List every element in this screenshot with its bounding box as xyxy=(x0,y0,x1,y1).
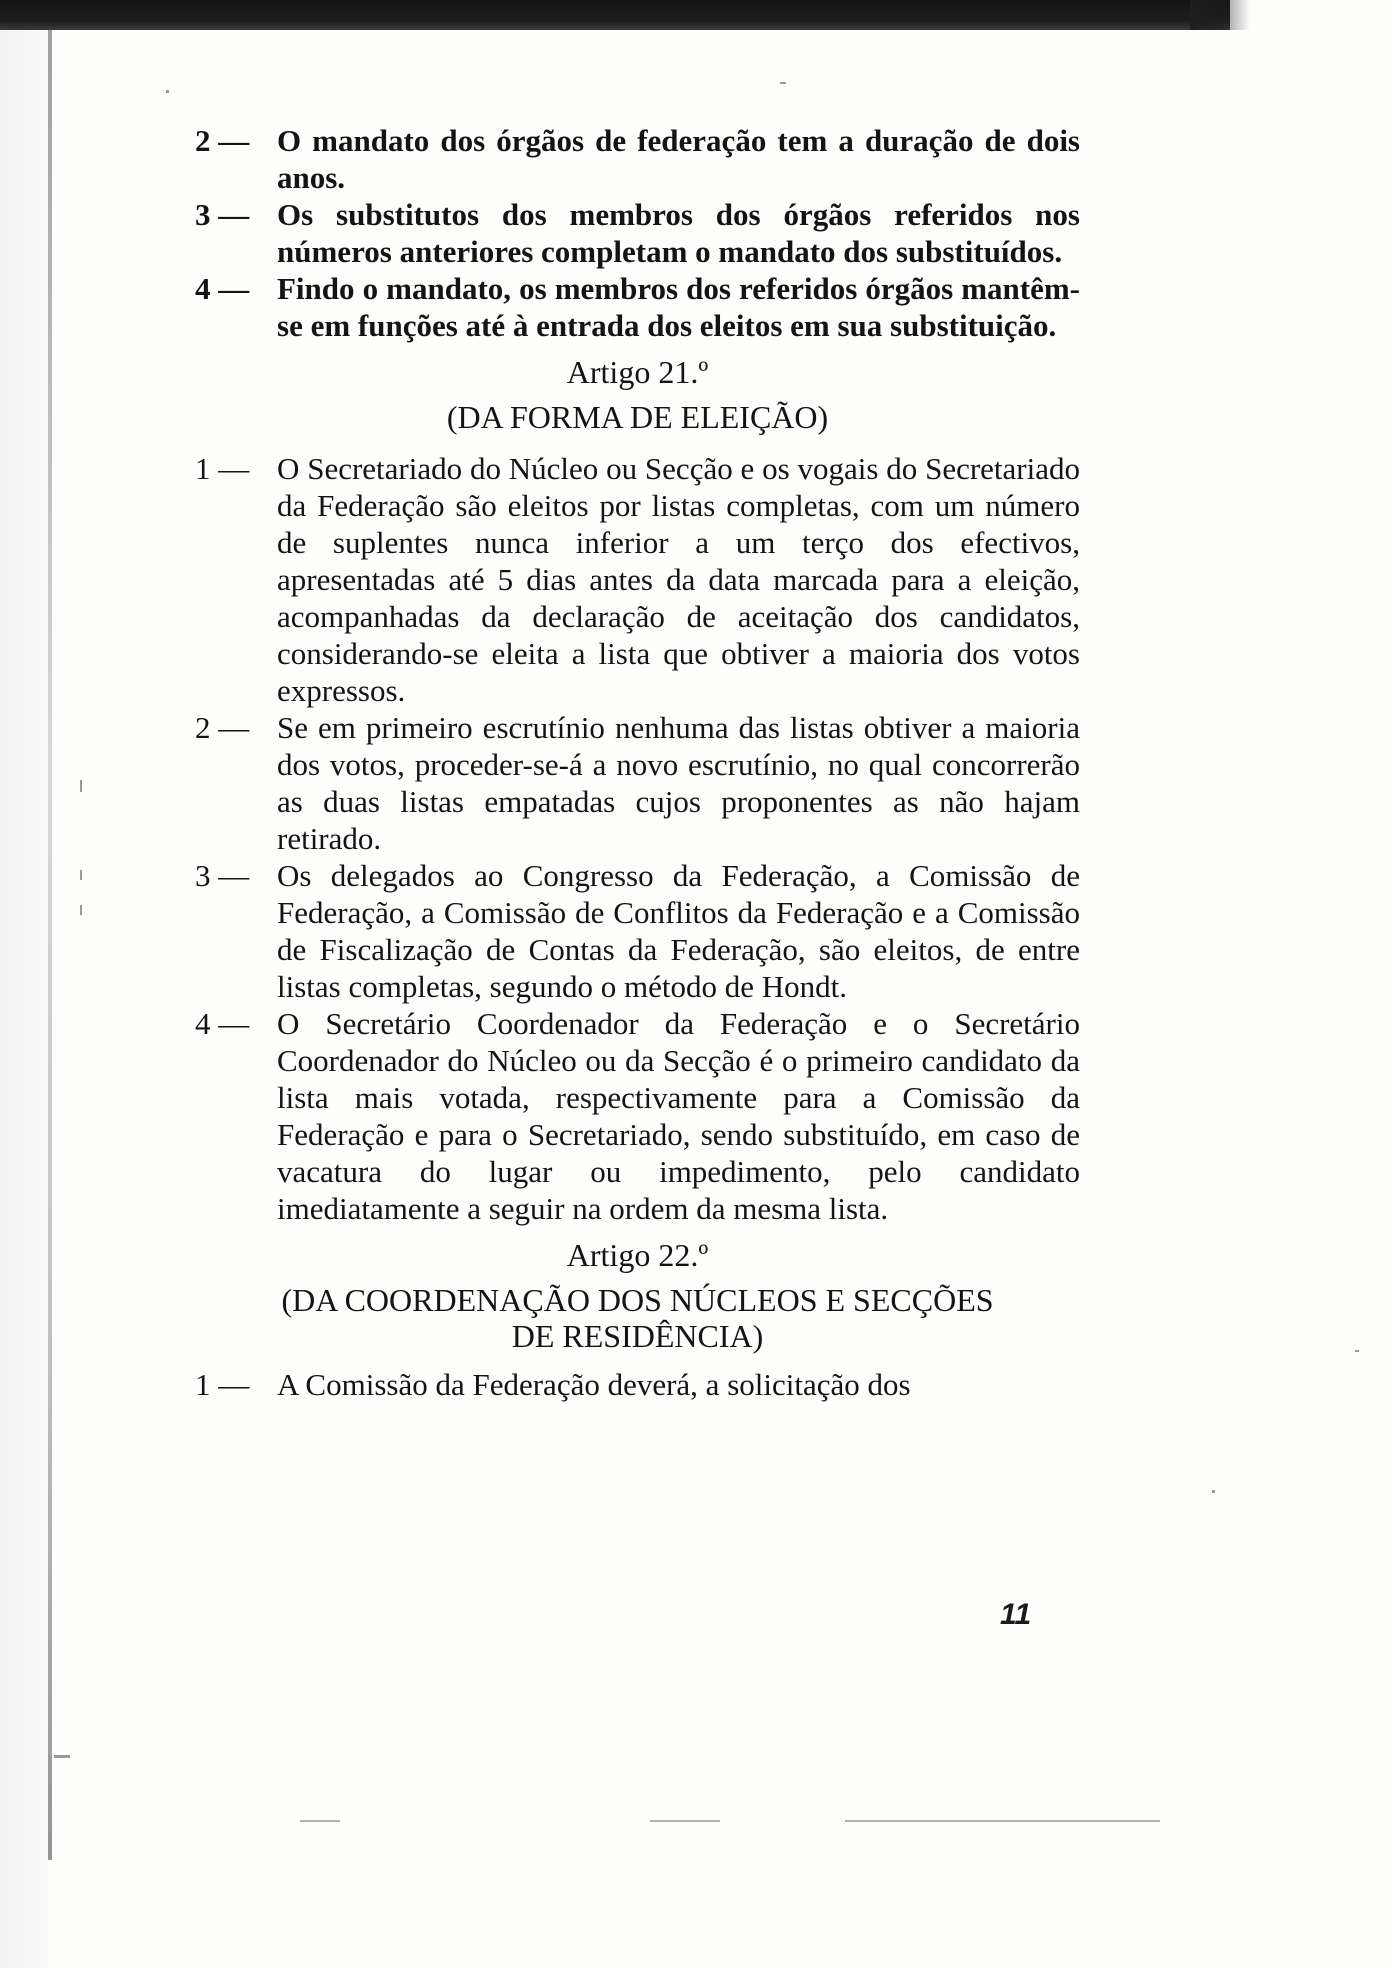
scan-speck xyxy=(80,905,82,915)
scan-shadow xyxy=(0,30,48,1968)
item-number: 2 — xyxy=(195,123,250,158)
item-text: Se em primeiro escrutínio nenhuma das listas obtiver a maioria dos votos, proceder-se-á a novo escrutínio, no qual concorrerão as duas listas empatadas cujos proponentes as não hajam retirado. xyxy=(277,710,1080,856)
article-heading-line: (DA COORDENAÇÃO DOS NÚCLEOS E SECÇÕES xyxy=(281,1282,994,1318)
scan-speck xyxy=(1355,1350,1359,1352)
article-heading: (DA FORMA DE ELEIÇÃO) xyxy=(446,399,829,435)
item-number: 1 — xyxy=(195,451,250,486)
page-number: 11 xyxy=(1000,1598,1032,1631)
scan-speck xyxy=(780,82,786,84)
scan-speck xyxy=(1212,1490,1215,1493)
scan-speck xyxy=(80,780,82,792)
article-heading-line: DE RESIDÊNCIA) xyxy=(511,1318,764,1354)
scan-speck xyxy=(80,870,82,880)
item-text: Os substitutos dos membros dos órgãos referidos nos números anteriores completam o mandato dos substituídos. xyxy=(277,197,1080,269)
item-text: Findo o mandato, os membros dos referidos órgãos mantêm-se em funções até à entrada dos eleitos em sua substituição. xyxy=(277,271,1080,343)
item-text: Os delegados ao Congresso da Federação, a Comissão de Federação, a Comissão de Conflitos da Federação e a Comissão de Fiscalização de Contas da Federação, são eleitos, de entre listas completas, segundo o método de Hondt. xyxy=(277,858,1080,1004)
item-number: 4 — xyxy=(195,271,250,306)
list-item xyxy=(195,196,1080,270)
item-number: 3 — xyxy=(195,197,250,232)
document-body xyxy=(195,122,1080,1403)
item-number: 4 — xyxy=(195,1006,250,1041)
page-edge xyxy=(48,30,52,1860)
item-text: O Secretário Coordenador da Federação e o Secretário Coordenador do Núcleo ou da Secção é o primeiro candidato da lista mais votada, respectivamente para a Comissão da Federação e para o Secretariado, sendo substituído, em caso de vacatura do lugar ou impedimento, pelo candidato imediatamente a seguir na ordem da mesma lista. xyxy=(277,1006,1080,1226)
scan-line xyxy=(650,1820,720,1822)
item-text: O mandato dos órgãos de federação tem a duração de dois anos. xyxy=(277,123,1080,195)
list-item xyxy=(195,450,1080,709)
scan-speck xyxy=(54,1755,70,1758)
item-text: O Secretariado do Núcleo ou Secção e os vogais do Secretariado da Federação são eleitos por listas completas, com um número de suplentes nunca inferior a um terço dos efectivos, apresentadas até 5 dias antes da data marcada para a eleição, acompanhadas da declaração de aceitação dos candidatos, considerando-se eleita a lista que obtiver a maioria dos votos expressos. xyxy=(277,451,1080,708)
article-heading xyxy=(195,1282,1080,1354)
item-number: 1 — xyxy=(195,1367,250,1402)
article-title: Artigo 21.º xyxy=(566,354,709,390)
list-item xyxy=(195,709,1080,857)
article-title: Artigo 22.º xyxy=(566,1237,709,1273)
item-number: 2 — xyxy=(195,710,250,745)
scan-border-top xyxy=(0,0,1230,30)
scan-speck xyxy=(166,90,169,93)
scan-line xyxy=(300,1820,340,1822)
scan-line xyxy=(845,1820,1160,1822)
list-item xyxy=(195,270,1080,344)
list-item xyxy=(195,1005,1080,1227)
item-text: A Comissão da Federação deverá, a solicitação dos xyxy=(277,1367,911,1402)
scan-border-fade xyxy=(1190,0,1250,30)
item-number: 3 — xyxy=(195,858,250,893)
list-item xyxy=(195,1366,1080,1403)
list-item xyxy=(195,122,1080,196)
list-item xyxy=(195,857,1080,1005)
